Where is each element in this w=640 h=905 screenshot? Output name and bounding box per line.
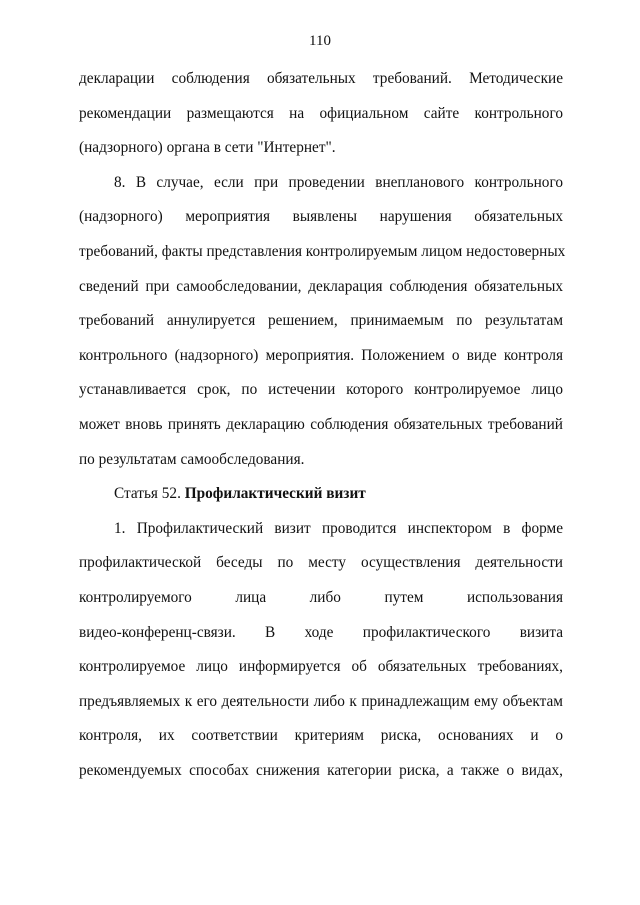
text-line: (надзорного) мероприятия выявлены нарушения обязательных	[79, 208, 563, 226]
text-line: может вновь принять декларацию соблюдения обязательных требований	[79, 415, 563, 433]
text-line: профилактической беседы по месту осуществления деятельности	[79, 554, 563, 572]
text-line: контрольного (надзорного) мероприятия. Положением о виде контроля	[79, 346, 563, 364]
text-line: контролируемого лица либо путем использования	[79, 588, 563, 606]
text-line: требований аннулируется решением, принимаемым по результатам	[79, 312, 563, 330]
page-number: 110	[309, 33, 331, 49]
article-title: Профилактический визит	[184, 485, 366, 503]
text-line: декларации соблюдения обязательных требований. Методические	[79, 70, 563, 87]
text-line: 8. В случае, если при проведении внепланового контрольного	[114, 173, 563, 191]
document-body	[79, 62, 566, 788]
text-line: видео-конференц-связи. В ходе профилактического визита	[79, 623, 563, 641]
text-line: устанавливается срок, по истечении которого контролируемое лицо	[79, 381, 563, 399]
text-line: требований, факты представления контролируемым лицом недостоверных	[79, 242, 566, 260]
text-line: 1. Профилактический визит проводится инспектором в форме	[114, 519, 563, 537]
text-line: (надзорного) органа в сети "Интернет".	[79, 139, 336, 157]
article-number: Статья 52.	[114, 485, 181, 503]
article-heading	[79, 477, 563, 512]
paragraph-item-1	[79, 512, 563, 789]
text-line: рекомендации размещаются на официальном сайте контрольного	[79, 104, 563, 122]
text-line: сведений при самообследовании, декларация соблюдения обязательных	[79, 277, 563, 295]
text-line: по результатам самообследования.	[79, 450, 305, 468]
text-line: контроля, их соответствии критериям риска, основаниях и о	[79, 727, 563, 745]
text-line: контролируемое лицо информируется об обязательных требованиях,	[79, 658, 563, 676]
text-line: рекомендуемых способах снижения категории риска, а также о видах,	[79, 761, 563, 779]
paragraph-continuation	[79, 62, 563, 166]
text-line: предъявляемых к его деятельности либо к принадлежащим ему объектам	[79, 692, 563, 710]
paragraph-item-8	[79, 166, 566, 477]
